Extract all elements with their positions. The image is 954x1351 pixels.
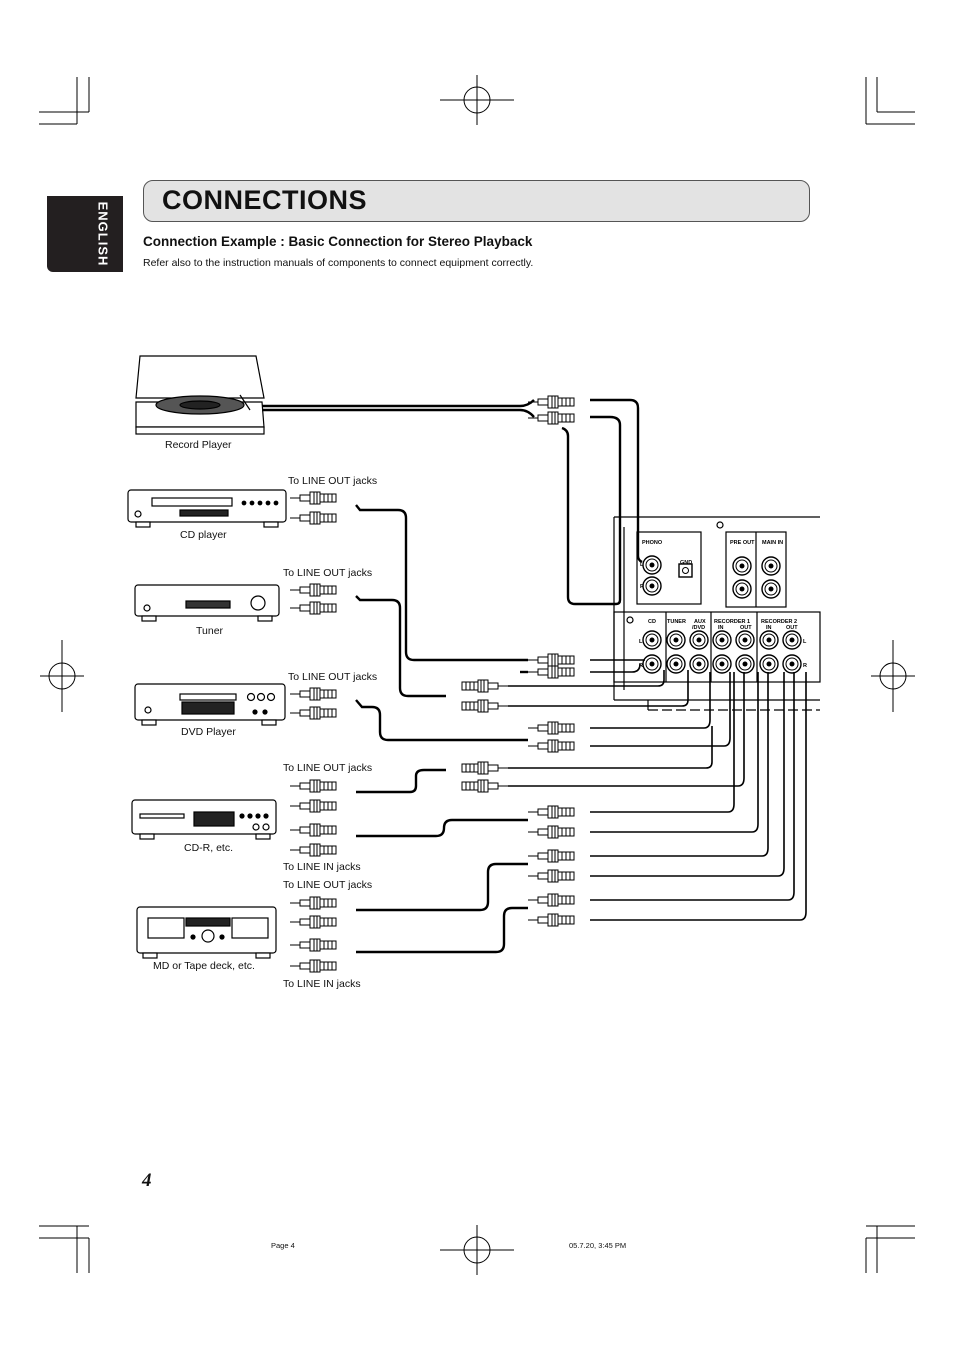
footer-page-label: Page 4	[271, 1241, 295, 1250]
panel-cd-label: CD	[648, 619, 656, 625]
record-player-icon	[136, 356, 264, 434]
panel-l-label: L	[803, 639, 807, 645]
panel-jacks	[643, 556, 801, 673]
page-title: CONNECTIONS	[162, 185, 368, 215]
panel-recorder2-label: RECORDER 2	[761, 619, 798, 625]
cdr-line-in-label: To LINE IN jacks	[283, 861, 361, 873]
panel-tuner-label: TUNER	[667, 619, 686, 625]
panel-recorder1-label: RECORDER 1	[714, 619, 751, 625]
dvd-player-icon	[135, 684, 285, 725]
panel-r-label: R	[803, 663, 807, 669]
tuner-line-out-label: To LINE OUT jacks	[283, 567, 373, 579]
dvd-line-out-label: To LINE OUT jacks	[288, 671, 378, 683]
cdr-icon	[132, 800, 276, 839]
record-player-label: Record Player	[165, 439, 232, 451]
panel-pre-out-label: PRE OUT	[730, 540, 755, 546]
panel-in-label: IN	[718, 625, 724, 631]
tuner-icon	[135, 585, 279, 621]
footer-timestamp: 05.7.20, 3:45 PM	[569, 1241, 627, 1250]
md-line-in-label: To LINE IN jacks	[283, 978, 361, 990]
panel-l-label: L	[639, 639, 643, 645]
cd-player-icon	[128, 490, 286, 527]
cdr-label: CD-R, etc.	[184, 842, 234, 854]
tape-deck-icon	[137, 907, 276, 958]
section-subtitle: Connection Example : Basic Connection for Stereo Playback	[143, 234, 533, 249]
panel-main-in-label: MAIN IN	[762, 540, 784, 546]
section-intro: Refer also to the instruction manuals of components to connect equipment correctly.	[143, 257, 534, 269]
panel-out-label: OUT	[740, 625, 752, 631]
md-line-out-label: To LINE OUT jacks	[283, 879, 373, 891]
panel-out-label: OUT	[786, 625, 798, 631]
panel-r-label: R	[639, 663, 643, 669]
panel-r-label: R	[640, 584, 644, 590]
panel-dvd-label: /DVD	[692, 625, 706, 631]
cd-player-label: CD player	[180, 529, 227, 541]
panel-l-label: L	[640, 562, 644, 568]
cd-line-out-label: To LINE OUT jacks	[288, 475, 378, 487]
cdr-line-out-label: To LINE OUT jacks	[283, 762, 373, 774]
panel-aux-label: AUX	[694, 619, 706, 625]
page-number: 4	[142, 1170, 152, 1191]
panel-gnd-label: GND	[680, 560, 693, 566]
tape-deck-label: MD or Tape deck, etc.	[153, 960, 255, 972]
dvd-player-label: DVD Player	[181, 726, 236, 738]
panel-in-label: IN	[766, 625, 772, 631]
panel-phono-label: PHONO	[642, 540, 663, 546]
tuner-label: Tuner	[196, 625, 224, 637]
language-tab-label: ENGLISH	[95, 201, 111, 267]
